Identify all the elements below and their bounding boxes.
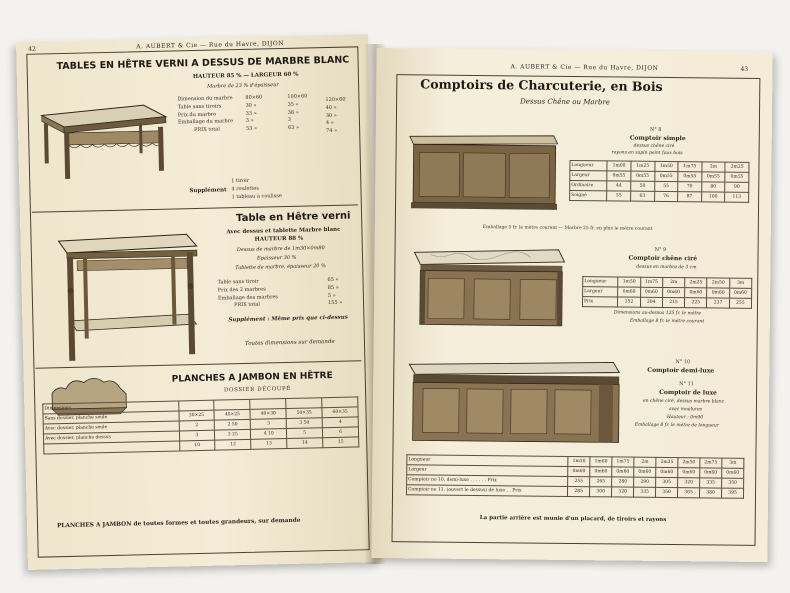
tables-row-label: Table sans tiroirs — [177, 103, 222, 111]
tables-cell: 53 » — [246, 125, 258, 133]
c11-cell: 335 — [634, 487, 656, 497]
c8-cell: 1m75 — [678, 162, 702, 172]
c8-table — [569, 160, 749, 203]
c11-cell: 0m60 — [722, 468, 744, 478]
c8-cell: 63 — [631, 191, 655, 201]
c9-cell: 0m60 — [729, 288, 751, 298]
c11-number: N° 11 — [679, 381, 695, 388]
c8-cell: 44 — [607, 181, 631, 191]
table-hetre-row-label: PRIX total — [234, 301, 261, 309]
c8-row-label: Longueur — [570, 160, 607, 170]
tables-cell: 35 » — [287, 101, 299, 108]
c11-line2: avec moulures — [668, 407, 703, 413]
tables-cell: 3 — [287, 117, 292, 124]
table-hetre-title: Table en Hêtre verni — [235, 210, 351, 225]
c11-line1: en chêne ciré, dessus marbre blanc — [642, 398, 725, 405]
c8-cell: 70 — [678, 182, 702, 192]
c8-cell: 2m — [702, 162, 726, 172]
c11-cell: 0m60 — [590, 467, 612, 477]
c8-cell: 90 — [725, 182, 749, 192]
left-page-header: A. AUBERT & Cie — Rue du Havre, DIJON — [136, 39, 285, 51]
table-hetre-sub1: Avec dessus et tablette Marbre blanc — [226, 226, 341, 236]
c11-cell: 265 — [590, 477, 612, 487]
c8-cell: 2m25 — [725, 162, 749, 172]
c11-cell: 1m50 — [568, 456, 590, 466]
comptoir-simple-engraving — [405, 130, 562, 212]
planches-row-label: Sans dossier, planche seule — [43, 411, 179, 424]
c11-line3: Hauteur : 0m90 — [666, 414, 704, 421]
hetre-table-engraving — [52, 228, 205, 367]
c9-cell: 0m60 — [685, 288, 707, 298]
planches-cell: 4 — [322, 417, 358, 428]
c8-number: N° 8 — [649, 126, 662, 133]
planches-title: PLANCHES A JAMBON EN HÊTRE — [171, 370, 333, 385]
tables-supplement-item: 1 tableau à coulisse — [231, 192, 282, 200]
c9-cell: 2m50 — [707, 278, 729, 288]
c8-name: Comptoir simple — [629, 134, 686, 143]
planches-cell: 6 — [322, 427, 358, 438]
c11-cell: 395 — [721, 488, 743, 498]
c10-name: Comptoir demi-luxe — [647, 366, 715, 375]
c8-cell: 100 — [701, 192, 725, 202]
table-hetre-sub4: Epaisseur 30 % — [256, 254, 297, 262]
c11-footer: La partie arrière est munie d'un placard, de tiroirs et rayons — [479, 515, 667, 523]
table-hetre-value: 5 » — [327, 292, 336, 299]
c9-cell: 0m60 — [707, 288, 729, 298]
tables-cell: 30 » — [245, 102, 257, 109]
c8-cell: 87 — [678, 192, 702, 202]
planches-col-header: 30×25 — [178, 410, 214, 421]
c8-cell: 50 — [631, 181, 655, 191]
planches-sub: DOSSIER DÉCOUPÉ — [223, 385, 292, 394]
c9-row-label: Longueur — [583, 277, 618, 287]
tables-cell: 74 » — [326, 127, 338, 135]
tables-cell: 3 » — [245, 118, 254, 125]
planches-cell: 2 50 — [215, 419, 251, 430]
c11-cell: 0m60 — [612, 467, 634, 477]
c11-cell: 1m75 — [612, 457, 634, 467]
planches-col-header: 40×30 — [250, 409, 286, 420]
c11-row-label: Longueur — [407, 455, 568, 467]
planches-col-header: 60×35 — [322, 407, 358, 418]
c9-name: Comptoir chêne ciré — [628, 254, 698, 263]
tables-dimensions: HAUTEUR 85 % — LARGEUR 60 % — [192, 71, 299, 81]
tables-cell: 38 » — [287, 109, 299, 116]
c11-cell: 0m60 — [568, 466, 590, 476]
c10-number: N° 10 — [675, 359, 691, 366]
table-hetre-row-labels — [217, 278, 278, 311]
c11-cell: 300 — [590, 487, 612, 497]
c9-note2: Emballage 8 fr. le mètre courant — [629, 318, 705, 325]
c11-cell: 0m60 — [634, 467, 656, 477]
comptoirs-title: Comptoirs de Charcuterie, en Bois — [420, 76, 663, 94]
table-hetre-sub3: Dessus de marbre de 1m30×0m80 — [236, 245, 325, 254]
table-hetre-value: 85 » — [327, 284, 339, 291]
tables-col-100 — [287, 93, 308, 132]
c9-cell: 204 — [640, 297, 662, 307]
tables-supplements — [231, 177, 282, 202]
c11-cell: 380 — [700, 488, 722, 498]
c11-cell: 2m — [634, 457, 656, 467]
planches-row-label: Dimensions — [43, 401, 179, 414]
c8-cell: 55 — [607, 191, 631, 201]
tables-cell: 100×60 — [287, 93, 308, 100]
table-hetre-value: 155 » — [327, 300, 343, 307]
tables-row-label: Prix du marbre — [177, 111, 217, 119]
planches-cell: 3 — [179, 430, 215, 441]
c8-cell: 0m55 — [607, 171, 631, 181]
table-hetre-note: Toutes dimensions sur demande — [244, 338, 335, 347]
c9-cell: 3m — [729, 278, 751, 288]
tables-cell: 4 » — [325, 120, 334, 127]
tables-row-label: Emballage du marbre — [177, 118, 234, 126]
c9-note1: Dimensions au-dessus 125 fr. le mètre — [613, 310, 702, 317]
c11-cell: 255 — [568, 476, 590, 486]
c11-cell: 350 — [656, 487, 678, 497]
tables-cell: 63 » — [288, 124, 300, 132]
c9-line1: dessus en marbre de 3 cm — [636, 264, 697, 271]
c8-cell: 0m55 — [678, 172, 702, 182]
tables-supplement-label: Supplément — [189, 187, 227, 195]
c8-line2: rayons en sapin peint faux bois — [611, 150, 683, 157]
tables-cell: 30 » — [325, 112, 337, 119]
c9-cell: 0m60 — [618, 287, 640, 297]
table-hetre-values — [327, 277, 342, 309]
planches-cell: 3 25 — [215, 429, 251, 440]
left-page-number: 42 — [28, 45, 36, 53]
table-hetre-height: HAUTEUR 88 % — [254, 235, 304, 243]
planches-cell: 2 — [179, 420, 215, 431]
tables-col-120 — [325, 97, 346, 136]
table-hetre-supplement: Supplément : Même prix que ci-dessus — [228, 314, 348, 324]
planches-row-label: Avec dossier, planche dessus — [43, 431, 179, 444]
c11-cell: 3m — [722, 458, 744, 468]
c9-cell: 2m25 — [685, 278, 707, 288]
c11-cell: 350 — [722, 478, 744, 488]
tables-supplement-item: 1 tiroir — [231, 177, 250, 185]
planches-col-header: 50×35 — [286, 408, 322, 419]
c11-cell: 305 — [656, 477, 678, 487]
tables-supplement-item: 4 roulettes — [231, 185, 260, 193]
c8-cell: 1m25 — [631, 161, 655, 171]
c9-cell: 1m50 — [618, 277, 640, 287]
tables-title: TABLES EN HÊTRE VERNI A DESSUS DE MARBRE BLANC — [56, 54, 350, 73]
c11-cell: 335 — [700, 478, 722, 488]
c10-c11-table — [406, 454, 744, 499]
planches-row-label: Avec dossier, planche seule — [43, 421, 179, 434]
c8-cell: 0m55 — [631, 171, 655, 181]
c11-row-label: Comptoir no 10, demi-luxe . . . . . . Prix — [407, 475, 568, 487]
c9-cell: 225 — [685, 298, 707, 308]
tables-row-label: Dimension du marbre — [177, 95, 233, 103]
c11-row-label: Comptoir no 11, (ouvert le dessus) de luxe . . Prix — [407, 485, 568, 497]
tables-row-label: PRIX total — [194, 126, 221, 134]
table-hetre-row-label: Prix des 2 marbres — [217, 286, 266, 294]
tables-cell: 120×60 — [325, 96, 346, 104]
c8-cell: 55 — [654, 181, 678, 191]
tables-row-labels — [177, 95, 233, 135]
tables-col-80 — [245, 94, 263, 133]
c8-row-label: Largeur — [570, 170, 607, 180]
c8-line1: dessus chêne ciré — [633, 143, 675, 150]
c9-number: N° 9 — [654, 246, 667, 253]
comptoir-chene-engraving — [410, 244, 567, 334]
c8-cell: 1m50 — [654, 161, 678, 171]
planches-cell: 3 — [250, 419, 286, 430]
c11-cell: 365 — [678, 488, 700, 498]
c11-row-label: Largeur — [407, 465, 568, 477]
c9-cell: 215 — [662, 297, 684, 307]
planches-cell: 3 50 — [286, 418, 322, 429]
c8-note: Emballage 5 fr. le mètre courant — Marbre 25 fr. en plus le mètre courant — [482, 225, 653, 232]
c8-row-label: Soigné — [570, 190, 607, 200]
c11-cell: 0m60 — [700, 468, 722, 478]
c9-row-label: Prix — [582, 297, 617, 307]
planches-footer: PLANCHES A JAMBON de toutes formes et toutes grandeurs, sur demande — [56, 517, 301, 530]
c11-cell: 290 — [634, 477, 656, 487]
planches-cell: 5 — [287, 428, 323, 439]
c9-cell: 1m75 — [640, 277, 662, 287]
left-page — [16, 34, 380, 570]
c9-cell: 0m60 — [662, 287, 684, 297]
c11-cell: 0m60 — [656, 467, 678, 477]
planches-cell: 10 — [179, 440, 215, 451]
c8-row-label: Ordinaire — [570, 180, 607, 190]
c11-cell: 285 — [568, 486, 590, 496]
planches-col-header: 40×25 — [214, 409, 250, 420]
c11-name: Comptoir de luxe — [659, 388, 717, 397]
tables-cell: 33 » — [245, 110, 257, 117]
table-hetre-sub5: Tablette de marbre, épaisseur 20 % — [235, 263, 326, 272]
c8-cell: 76 — [654, 191, 678, 201]
c9-table — [582, 276, 752, 309]
planches-table — [42, 396, 359, 454]
c8-cell: 0m55 — [654, 171, 678, 181]
right-page — [371, 48, 772, 562]
c8-cell: 0m55 — [725, 172, 749, 182]
comptoirs-subtitle: Dessus Chêne ou Marbre — [520, 97, 610, 107]
c8-cell: 0m55 — [702, 172, 726, 182]
tables-cell: 40 » — [325, 104, 337, 111]
planches-cell: 12 — [215, 439, 251, 450]
tables-marble-note: Marbre de 23 % d'épaisseur — [207, 82, 279, 90]
c9-cell: 0m60 — [640, 287, 662, 297]
marble-table-engraving — [33, 91, 175, 186]
right-page-number: 43 — [740, 65, 749, 73]
c8-cell: 113 — [725, 192, 749, 202]
tables-cell: 80×60 — [245, 94, 263, 101]
c9-cell: 152 — [618, 297, 640, 307]
c11-cell: 280 — [612, 477, 634, 487]
c11-cell: 2m75 — [700, 458, 722, 468]
c9-cell: 2m — [663, 277, 685, 287]
comptoir-luxe-engraving — [403, 356, 624, 448]
c11-cell: 320 — [612, 487, 634, 497]
planches-cell: 15 — [323, 437, 359, 448]
table-hetre-row-label: Emballage des marbres — [217, 293, 279, 302]
planches-cell: 4 10 — [251, 429, 287, 440]
planches-cell: 13 — [251, 439, 287, 450]
right-page-header: A. AUBERT & Cie — Rue du Havre, DIJON — [510, 63, 659, 72]
c8-cell: 80 — [701, 182, 725, 192]
c11-cell: 2m25 — [656, 457, 678, 467]
c9-cell: 255 — [729, 298, 751, 308]
c9-cell: 237 — [707, 298, 729, 308]
c9-row-label: Largeur — [583, 287, 618, 297]
table-hetre-value: 65 » — [327, 276, 339, 284]
c8-cell: 1m00 — [607, 161, 631, 171]
c11-line4: Emballage 8 fr. le mètre de longueur — [634, 422, 719, 429]
c11-cell: 320 — [678, 478, 700, 488]
c11-cell: 0m60 — [678, 468, 700, 478]
table-hetre-row-label: Table sans tiroir — [217, 278, 259, 286]
planches-cell: 14 — [287, 438, 323, 449]
c11-cell: 2m50 — [678, 458, 700, 468]
c11-cell: 1m60 — [590, 457, 612, 467]
